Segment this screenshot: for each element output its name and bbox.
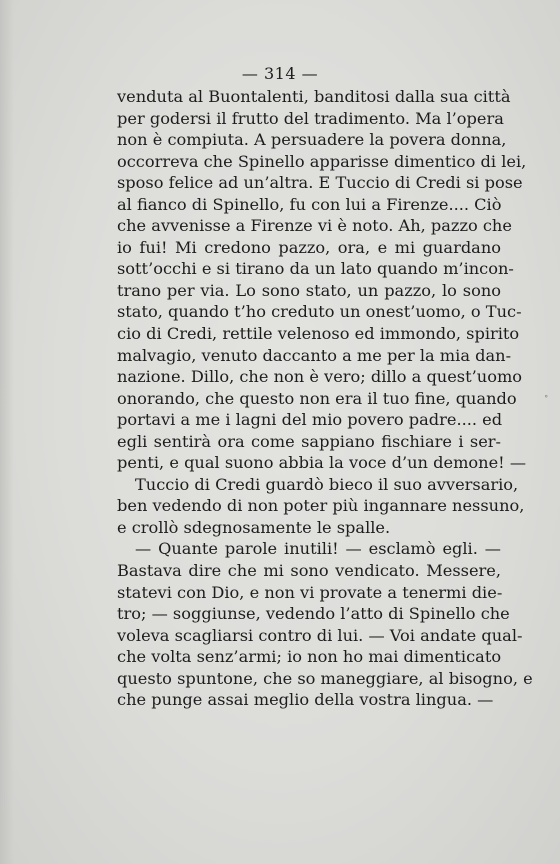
text-line: che punge assai meglio della vostra lingua. —	[117, 690, 494, 710]
text-line: per godersi il frutto del tradimento. Ma l’opera	[117, 108, 504, 128]
text-line: che avvenisse a Firenze vi è noto. Ah, pazzo che	[117, 216, 512, 236]
margin-mark: ∘	[544, 392, 549, 402]
page-edge-shadow	[0, 0, 14, 864]
text-line: Bastava dire che mi sono vendicato. Messere,	[117, 561, 501, 581]
text-line: penti, e qual suono abbia la voce d’un demone! —	[117, 453, 527, 473]
text-line: Tuccio di Credi guardò bieco il suo avversario,	[135, 474, 519, 494]
text-line: onorando, che questo non era il tuo fine, quando	[117, 388, 517, 408]
text-line: egli sentirà ora come sappiano fischiare i ser-	[117, 431, 501, 451]
text-line: portavi a me i lagni del mio povero padre.... ed	[117, 410, 503, 430]
text-line: trano per via. Lo sono stato, un pazzo, lo sono	[117, 280, 501, 300]
text-line: nazione. Dillo, che non è vero; dillo a quest’uomo	[117, 367, 523, 387]
text-line: statevi con Dio, e non vi provate a tenermi die-	[117, 582, 503, 602]
text-line: tro; — soggiunse, vedendo l’atto di Spinello che	[117, 604, 510, 624]
text-line: ben vedendo di non poter più ingannare nessuno,	[117, 496, 525, 516]
text-line: io fui! Mi credono pazzo, ora, e mi guardano	[117, 237, 501, 257]
body-text	[117, 86, 533, 711]
text-line: al fianco di Spinello, fu con lui a Firenze.... Ciò	[117, 194, 502, 214]
text-line: voleva scagliarsi contro di lui. — Voi andate qual-	[117, 625, 523, 645]
text-line: cio di Credi, rettile velenoso ed immondo, spirito	[117, 324, 520, 344]
text-line: non è compiuta. A persuadere la povera donna,	[117, 130, 507, 150]
text-line: — Quante parole inutili! — esclamò egli. —	[135, 539, 501, 559]
text-line: questo spuntone, che so maneggiare, al bisogno, e	[117, 668, 533, 688]
text-line: stato, quando t’ho creduto un onest’uomo, o Tuc-	[117, 302, 522, 322]
text-line: che volta senz’armi; io non ho mai dimenticato	[117, 647, 502, 667]
text-line: venduta al Buontalenti, banditosi dalla sua città	[117, 87, 511, 106]
text-line: sposo felice ad un’altra. E Tuccio di Credi si pose	[117, 173, 523, 193]
text-line: occorreva che Spinello apparisse dimentico di lei,	[117, 151, 527, 171]
page-number: — 314 —	[241, 64, 319, 83]
text-line: sott’occhi e si tirano da un lato quando m’incon-	[117, 259, 514, 279]
text-line: e crollò sdegnosamente le spalle.	[117, 517, 391, 537]
text-line: malvagio, venuto daccanto a me per la mia dan-	[117, 345, 512, 365]
